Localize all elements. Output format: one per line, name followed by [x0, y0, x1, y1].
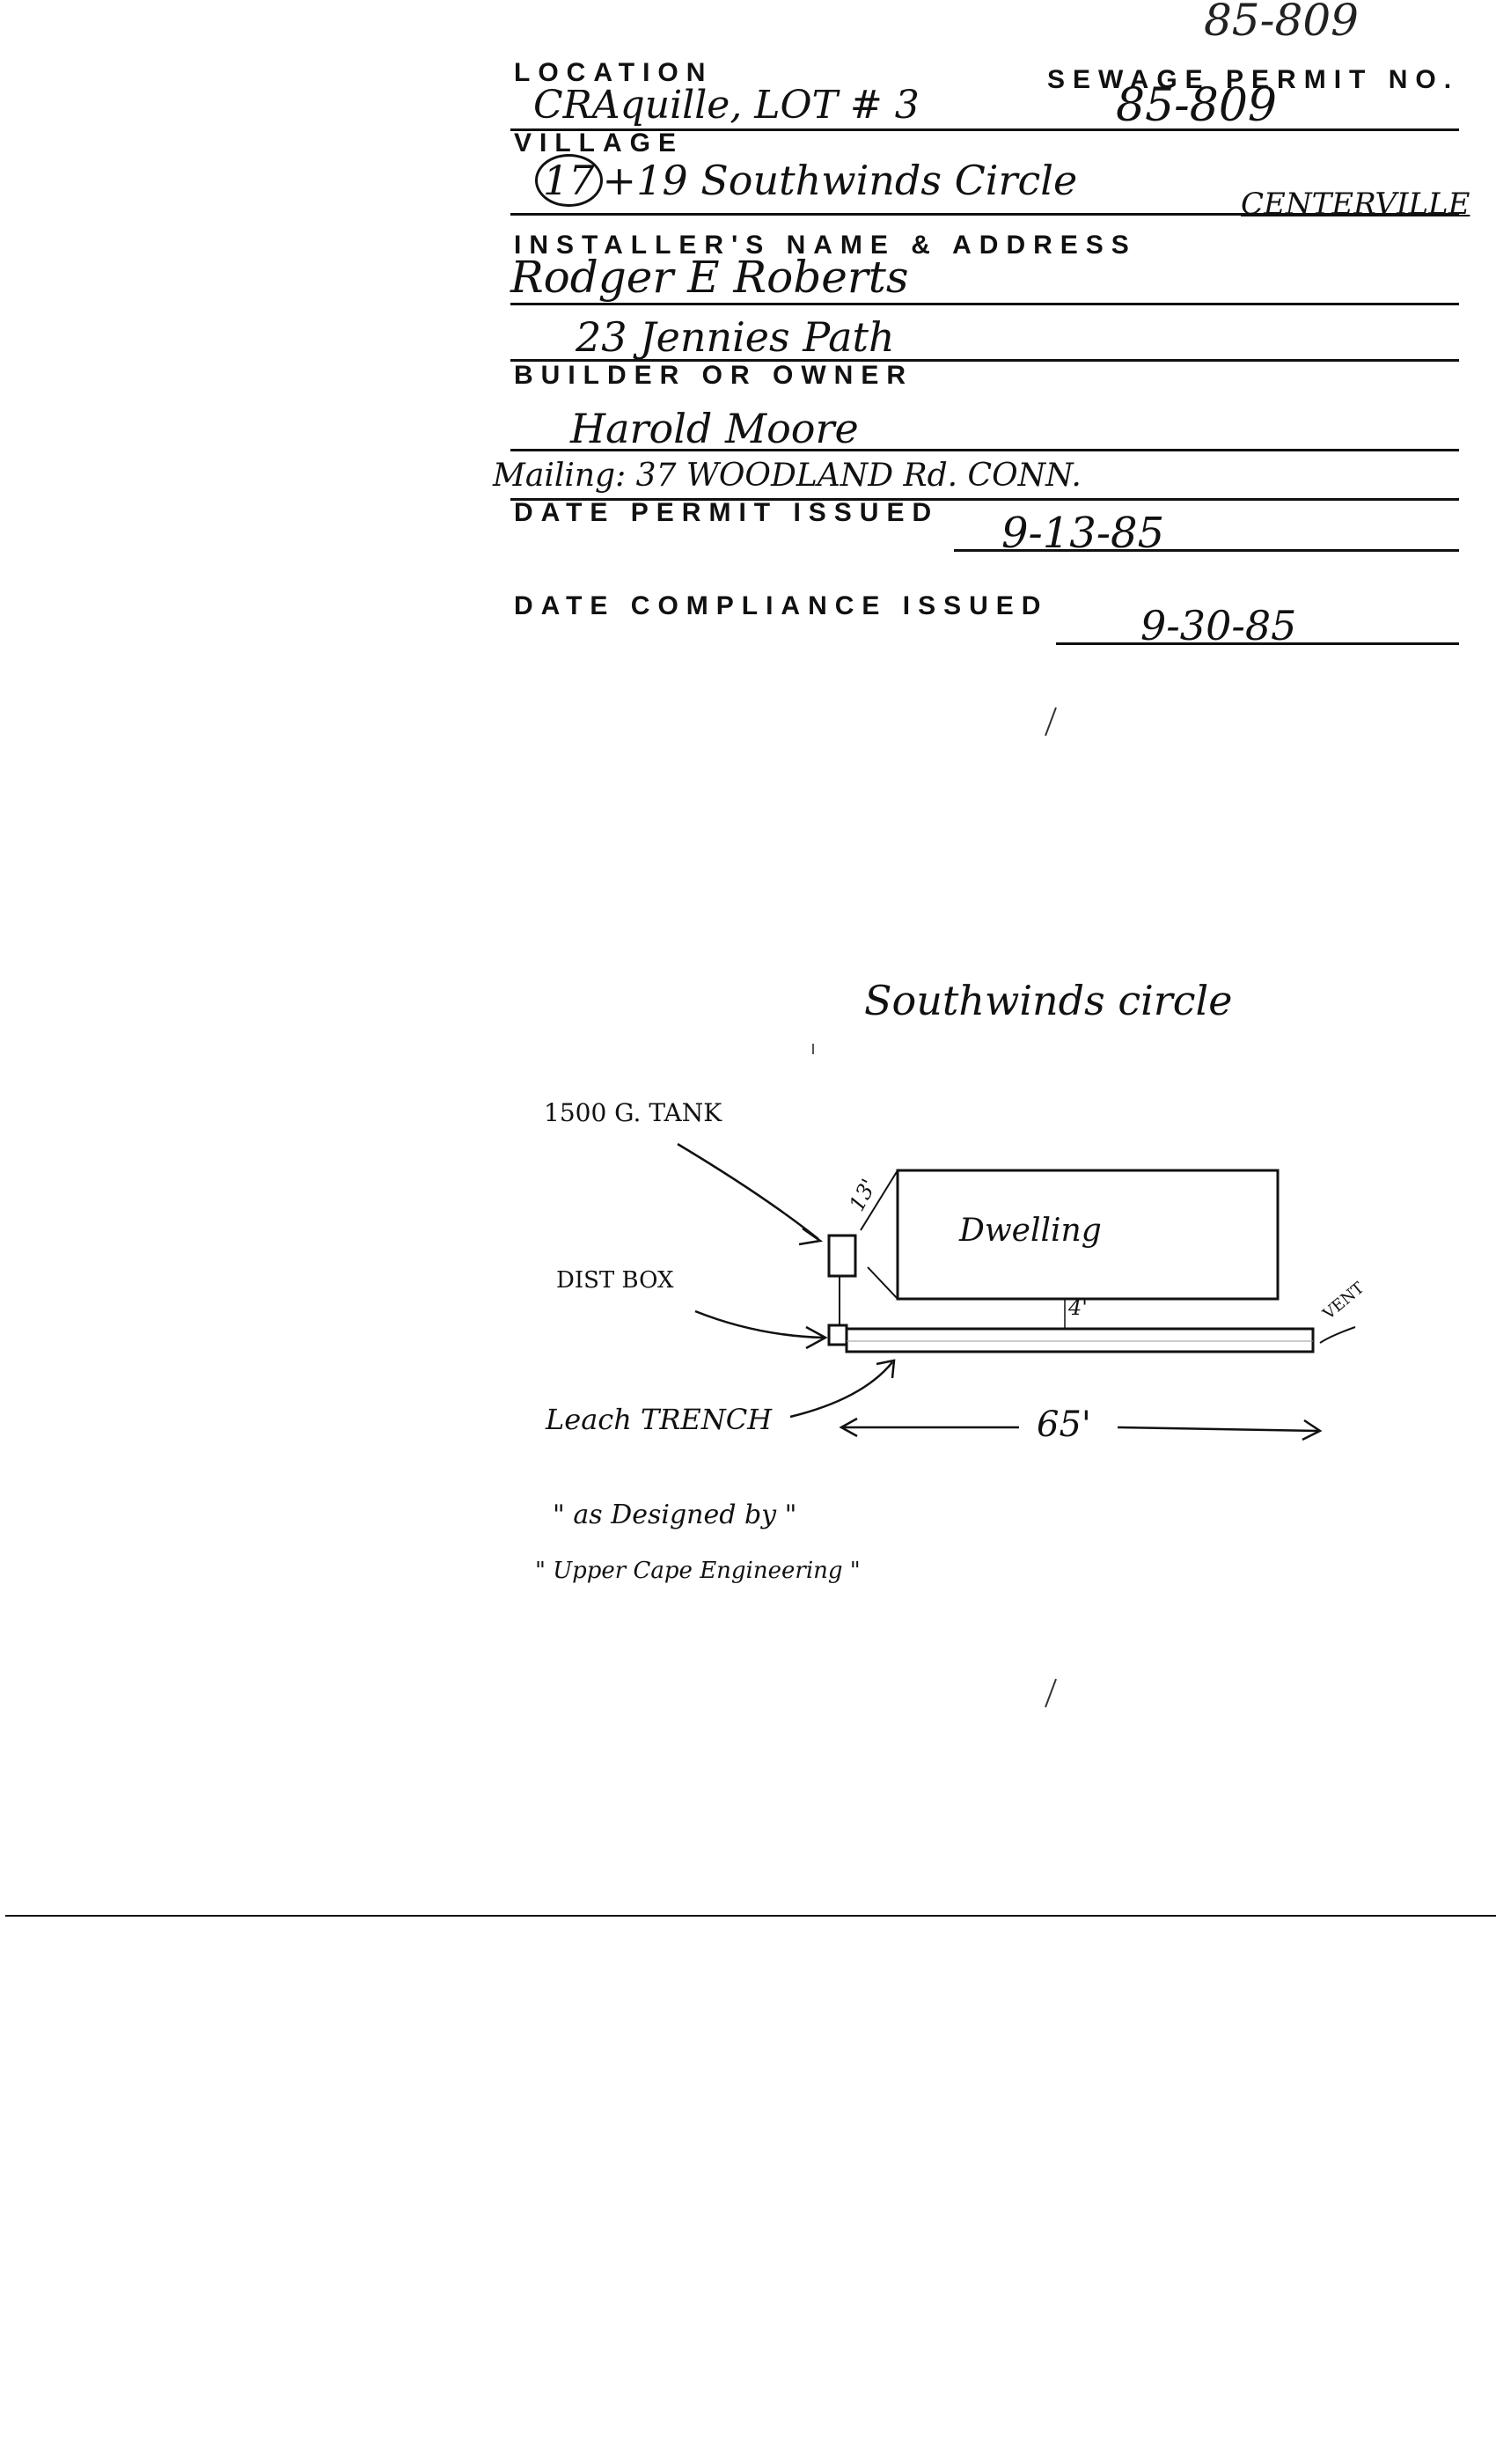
vent-label: VENT	[1319, 1279, 1368, 1324]
builder-mailing: Mailing: 37 WOODLAND Rd. CONN.	[493, 458, 1082, 494]
leach-trench	[847, 1329, 1313, 1352]
village-value: CENTERVILLE	[1241, 187, 1470, 222]
builder-label: BUILDER OR OWNER	[514, 361, 913, 390]
permit-date-value: 9-13-85	[1001, 509, 1165, 558]
compliance-date-label: DATE COMPLIANCE ISSUED	[514, 591, 1049, 620]
location-label: LOCATION	[514, 58, 714, 87]
leach-trench-label: Leach TRENCH	[546, 1403, 773, 1436]
permit-date-label: DATE PERMIT ISSUED	[514, 498, 940, 527]
installer-name: Rodger E Roberts	[510, 252, 909, 303]
tank-distance-label: 13'	[844, 1175, 882, 1215]
sewage-permit-no-label: SEWAGE PERMIT NO.	[1047, 65, 1460, 94]
installer-address: 23 Jennies Path	[576, 313, 895, 361]
dist-box-label: DIST BOX	[556, 1267, 674, 1294]
street-label: Southwinds circle	[864, 977, 1233, 1024]
builder-name: Harold Moore	[570, 405, 859, 452]
distribution-box	[829, 1325, 847, 1345]
permit-no-value: 85-809	[1116, 79, 1277, 132]
design-note-line1: " as Designed by "	[553, 1500, 797, 1530]
dwelling-label: Dwelling	[959, 1213, 1102, 1249]
page-bottom-rule	[5, 1915, 1496, 1917]
location-value: CRAquille, LOT # 3	[533, 83, 920, 128]
tank-label: 1500 G. TANK	[544, 1098, 722, 1127]
village-label: VILLAGE	[514, 128, 685, 158]
street-number-circled: 17	[535, 154, 603, 207]
trench-length-label: 65'	[1037, 1404, 1091, 1445]
trench-distance-label: 4'	[1068, 1295, 1088, 1320]
compliance-date-value: 9-30-85	[1140, 602, 1297, 649]
corner-permit-number: 85-809	[1204, 0, 1359, 46]
street-address-rest: +19 Southwinds Circle	[602, 157, 1078, 204]
septic-tank	[829, 1236, 855, 1276]
installer-label: INSTALLER'S NAME & ADDRESS	[514, 231, 1137, 260]
design-note-line2: " Upper Cape Engineering "	[535, 1558, 861, 1584]
